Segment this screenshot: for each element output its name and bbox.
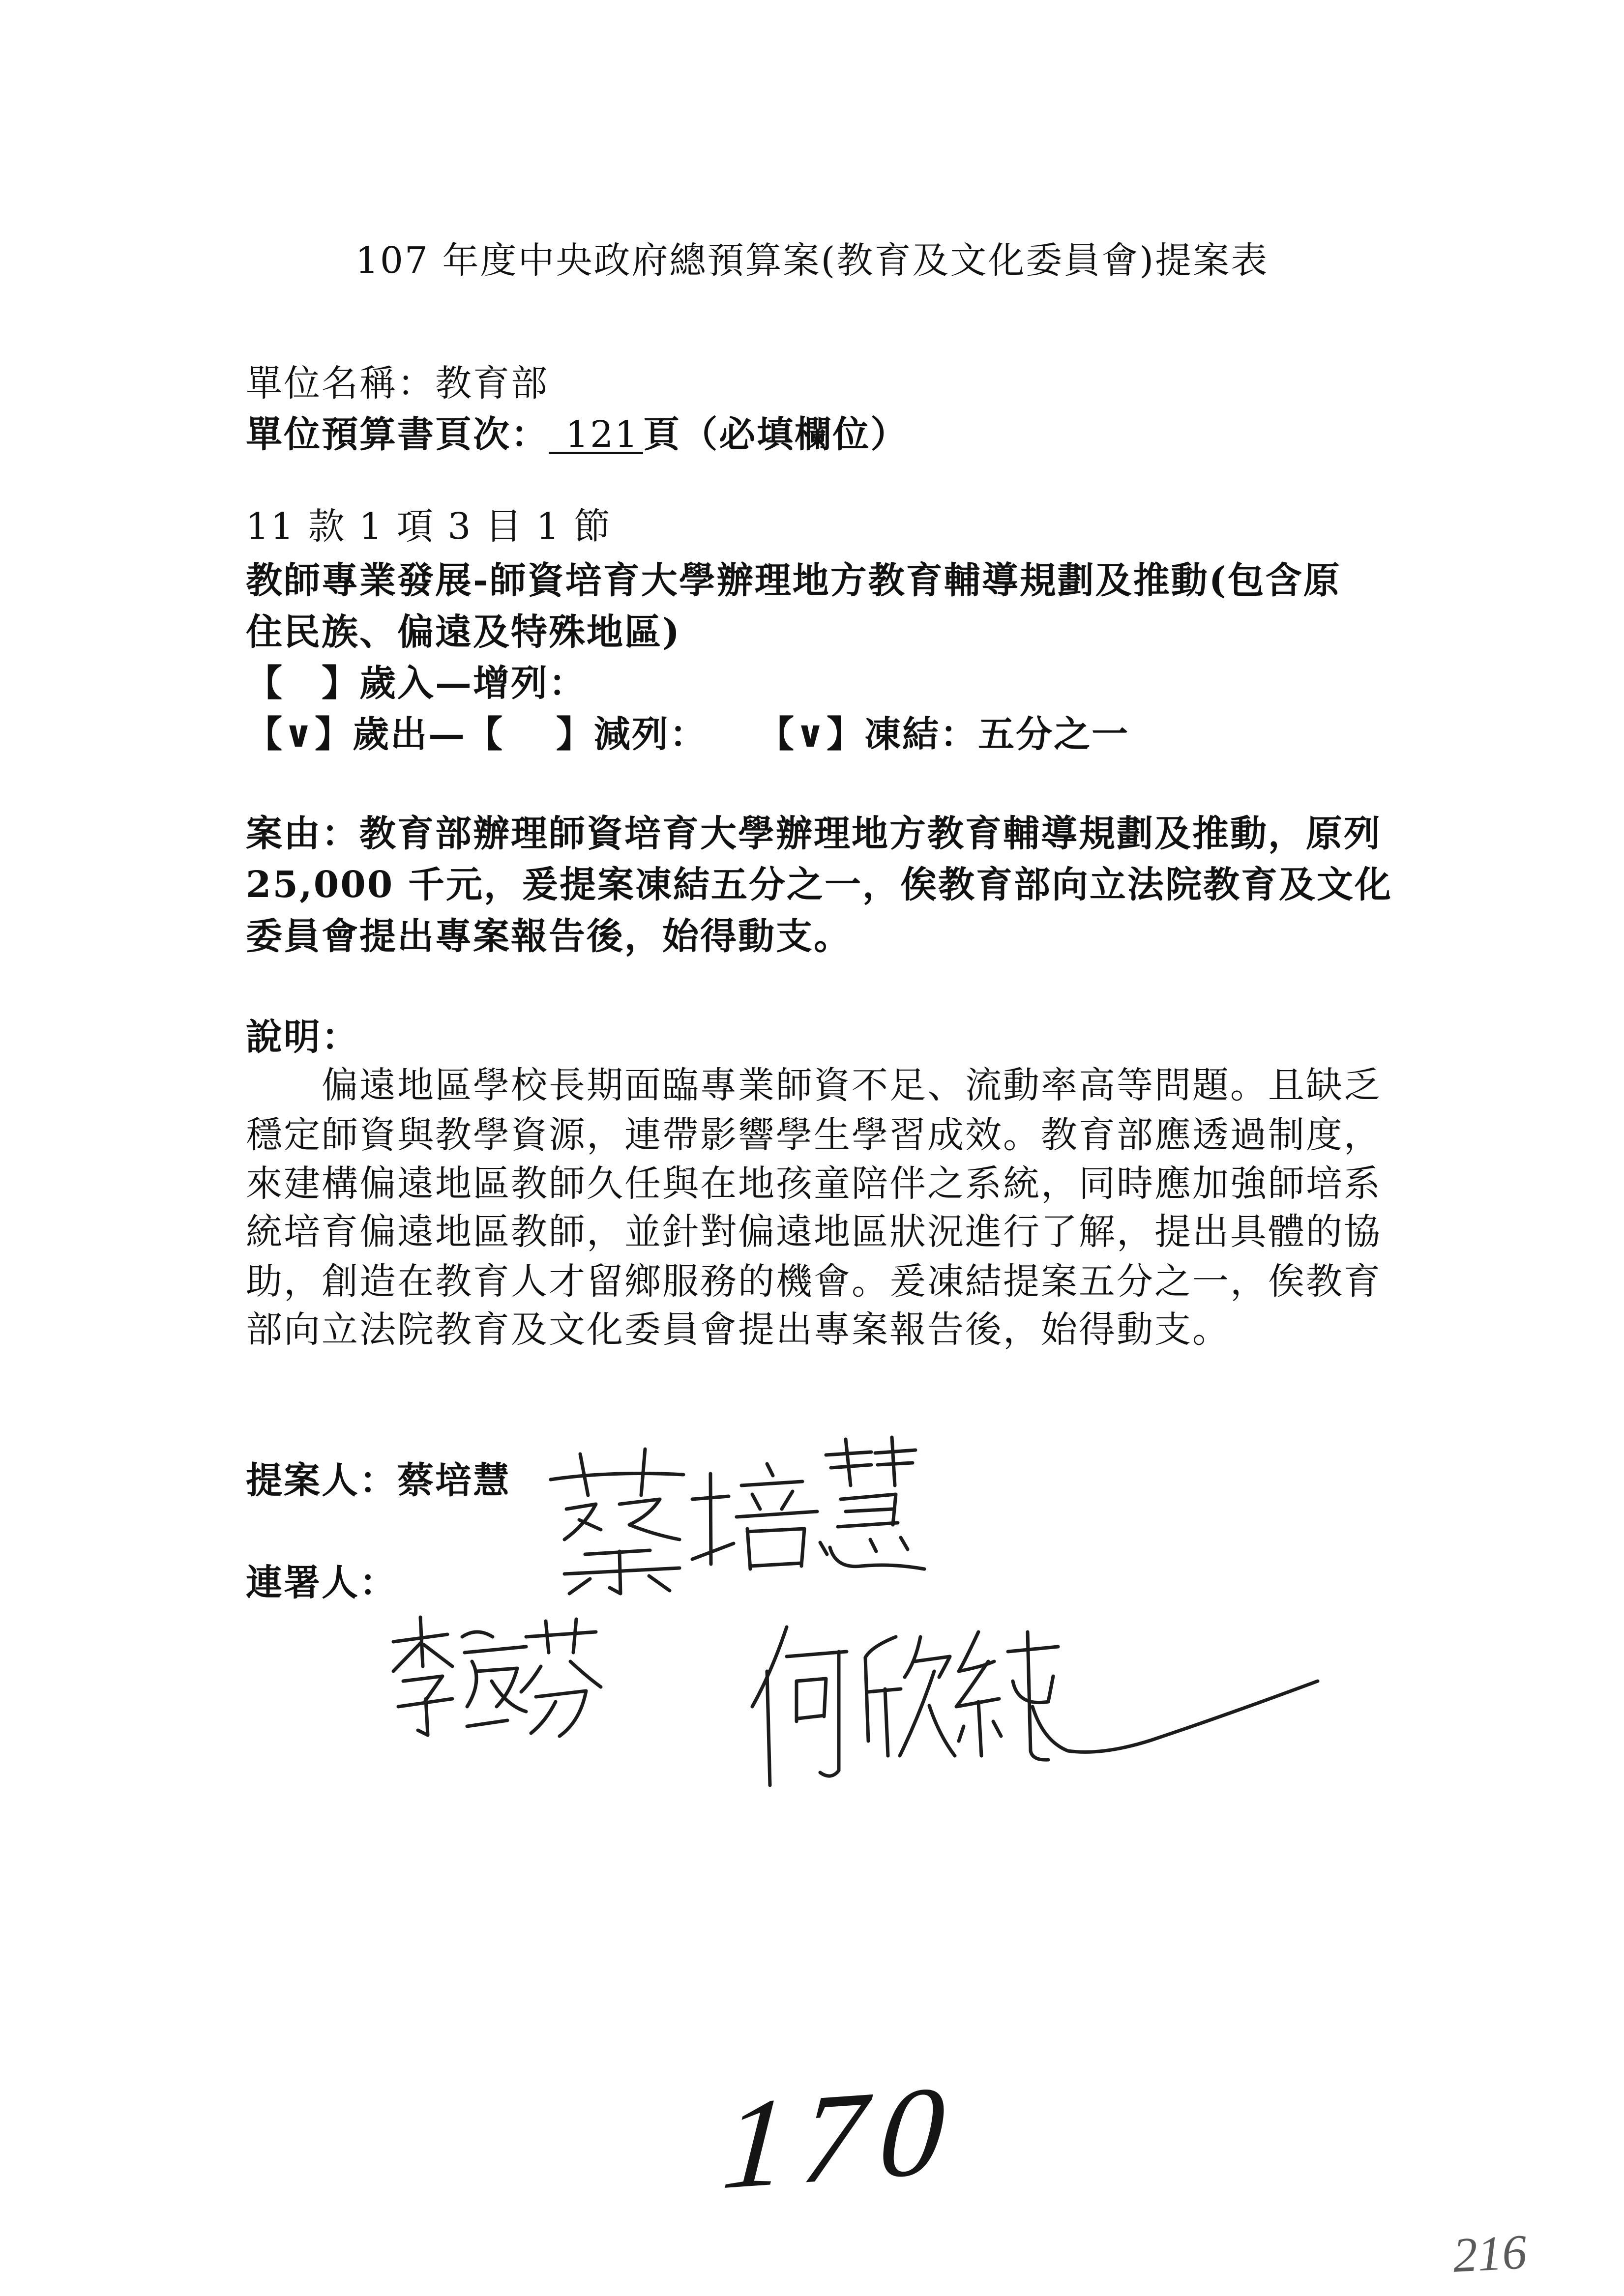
explanation-line: 來建構偏遠地區教師久任與在地孩童陪伴之系統，同時應加強師培系 xyxy=(246,1163,1382,1205)
budget-page-number: 121 xyxy=(549,417,643,454)
explanation-line: 偏遠地區學校長期面臨專業師資不足、流動率高等問題。且缺乏 xyxy=(322,1064,1382,1106)
signature-char xyxy=(393,1617,452,1735)
signature-char xyxy=(820,1437,924,1569)
signature-char xyxy=(521,1619,601,1736)
document-title: 107 年度中央政府總預算案(教育及文化委員會)提案表 xyxy=(355,239,1269,282)
explanation-line: 部向立法院教育及文化委員會提出專案報告後，始得動支。 xyxy=(246,1308,1230,1351)
explanation-heading: 說明： xyxy=(246,1016,359,1058)
cosigner-signature xyxy=(379,1607,615,1745)
budget-page-suffix: 頁（必填欄位） xyxy=(643,413,909,456)
handwritten-page-number: 170 xyxy=(718,2058,963,2216)
freeze-option: 【∨】凍結：五分之一 xyxy=(758,713,1130,756)
handwritten-corner-number: 216 xyxy=(1451,2224,1528,2283)
reason-line: 25,000 千元，爰提案凍結五分之一，俟教育部向立法院教育及文化 xyxy=(246,864,1392,906)
signature-char xyxy=(692,1464,817,1569)
budget-section: 11 款 1 項 3 目 1 節 xyxy=(246,505,612,548)
budget-page-label: 單位預算書頁次： xyxy=(246,413,549,456)
explanation-line: 助，創造在教育人才留鄉服務的機會。爰凍結提案五分之一，俟教育 xyxy=(246,1260,1382,1303)
program-name-line: 教師專業發展-師資培育大學辦理地方教育輔導規劃及推動(包含原 xyxy=(246,559,1341,602)
explanation-line: 統培育偏遠地區教師，並針對偏遠地區狀況進行了解，提出具體的協 xyxy=(246,1211,1382,1253)
reason-line: 案由：教育部辦理師資培育大學辦理地方教育輔導規劃及推動，原列 xyxy=(246,813,1382,855)
budget-page-line xyxy=(246,413,909,456)
signature-char xyxy=(865,1637,955,1756)
explanation-line: 穩定師資與教學資源，連帶影響學生學習成效。教育部應透過制度， xyxy=(246,1114,1382,1156)
cosigner-signature xyxy=(733,1593,1337,1804)
signature-char xyxy=(752,1627,847,1785)
expenditure-option: 【∨】歲出—【 】減列： xyxy=(246,713,708,756)
revenue-option: 【 】歲入—增列： xyxy=(246,662,587,704)
cosigners-label: 連署人： xyxy=(246,1562,397,1604)
program-name-line: 住民族、偏遠及特殊地區) xyxy=(246,611,681,653)
reason-line: 委員會提出專案報告後，始得動支。 xyxy=(246,915,852,958)
signature-char xyxy=(956,1632,1318,1760)
signature-char xyxy=(462,1632,526,1726)
unit-name: 單位名稱：教育部 xyxy=(246,362,549,405)
signature-char xyxy=(551,1449,683,1594)
proposer-label: 提案人：蔡培慧 xyxy=(246,1459,511,1502)
